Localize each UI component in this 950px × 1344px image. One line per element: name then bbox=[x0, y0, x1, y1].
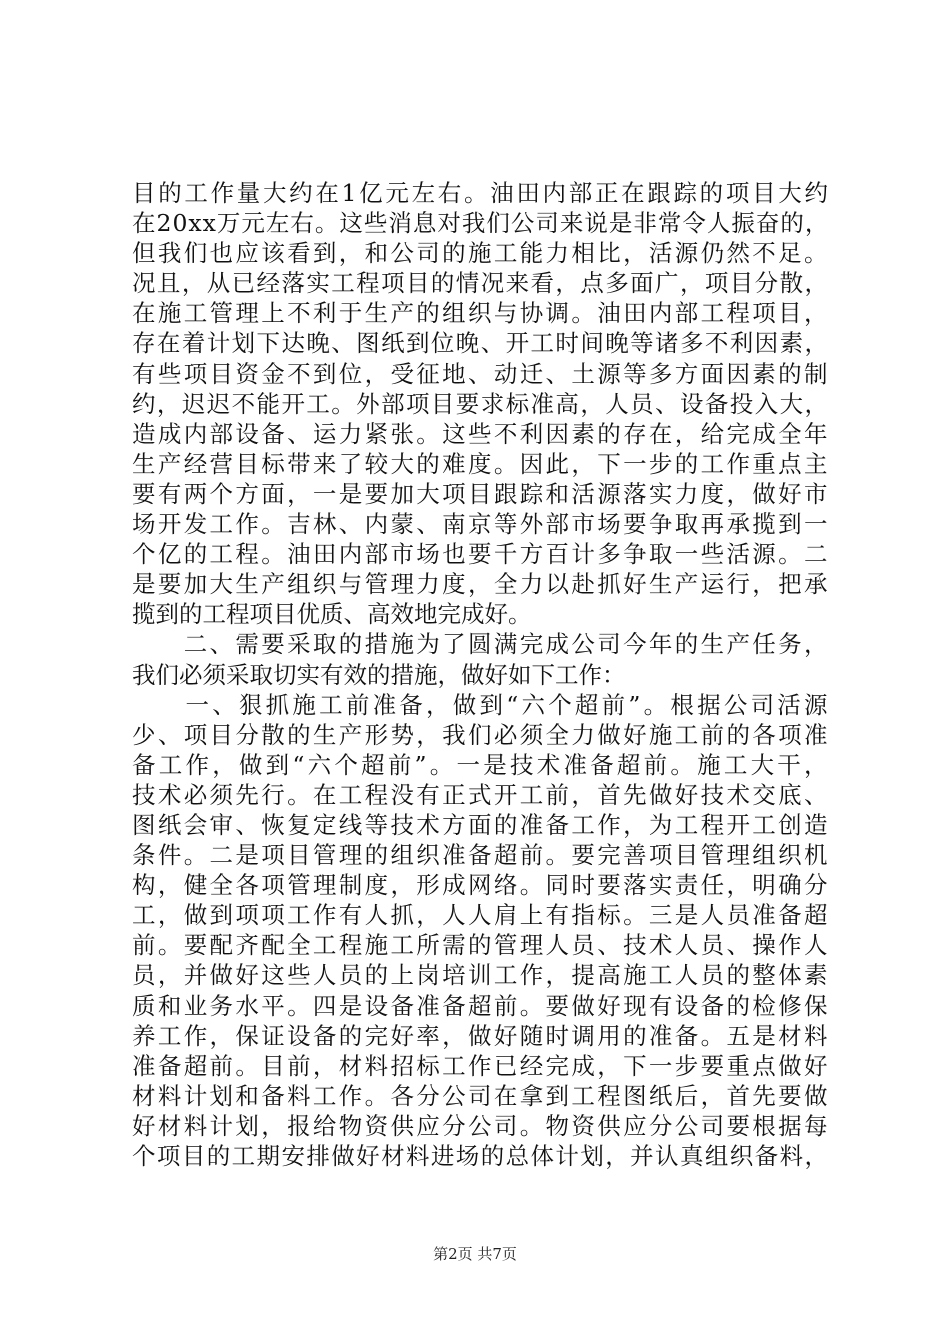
body-text bbox=[132, 178, 832, 1171]
text-line: 好材料计划，报给物资供应分公司。物资供应分公司要根据每 bbox=[132, 1111, 830, 1140]
text-line: 个亿的工程。油田内部市场也要千方百计多争取一些活源。二 bbox=[132, 540, 830, 569]
text-line: 备工作，做到“六个超前”。一是技术准备超前。施工大干， bbox=[132, 750, 831, 779]
text-line: 条件。二是项目管理的组织准备超前。要完善项目管理组织机 bbox=[132, 841, 830, 870]
text-line: 生产经营目标带来了较大的难度。因此，下一步的工作重点主 bbox=[132, 449, 830, 478]
text-line: 有些项目资金不到位，受征地、动迁、土源等多方面因素的制 bbox=[132, 359, 830, 388]
text-line: 况且，从已经落实工程项目的情况来看，点多面广，项目分散， bbox=[132, 269, 830, 298]
page-footer: 第2页 共7页 bbox=[433, 1245, 517, 1263]
text-line: 场开发工作。吉林、内蒙、南京等外部市场要争取再承揽到一 bbox=[132, 510, 830, 539]
text-line: 图纸会审、恢复定线等技术方面的准备工作，为工程开工创造 bbox=[132, 810, 830, 839]
text-line: 员，并做好这些人员的上岗培训工作，提高施工人员的整体素 bbox=[132, 961, 830, 990]
text-line: 是要加大生产组织与管理力度，全力以赴抓好生产运行，把承 bbox=[132, 570, 830, 599]
text-line: 造成内部设备、运力紧张。这些不利因素的存在，给完成全年 bbox=[132, 419, 830, 448]
text-line: 在20xx万元左右。这些消息对我们公司来说是非常令人振奋的， bbox=[132, 209, 830, 238]
text-line: 约，迟迟不能开工。外部项目要求标准高，人员、设备投入大， bbox=[132, 389, 830, 418]
text-line: 少、项目分散的生产形势，我们必须全力做好施工前的各项准 bbox=[132, 720, 830, 749]
text-line: 工，做到项项工作有人抓，人人肩上有指标。三是人员准备超 bbox=[132, 901, 830, 930]
text-line: 目的工作量大约在1亿元左右。油田内部正在跟踪的项目大约 bbox=[132, 179, 831, 207]
text-line: 要有两个方面，一是要加大项目跟踪和活源落实力度，做好市 bbox=[132, 479, 830, 508]
text-line: 前。要配齐配全工程施工所需的管理人员、技术人员、操作人 bbox=[132, 931, 830, 960]
text-line: 我们必须采取切实有效的措施，做好如下工作： bbox=[132, 660, 626, 689]
text-line: 一、狠抓施工前准备，做到“六个超前”。根据公司活源 bbox=[132, 690, 831, 719]
text-line: 技术必须先行。在工程没有正式开工前，首先做好技术交底、 bbox=[132, 780, 830, 809]
text-line: 准备超前。目前，材料招标工作已经完成，下一步要重点做好 bbox=[132, 1051, 830, 1080]
text-line: 个项目的工期安排做好材料进场的总体计划，并认真组织备料， bbox=[132, 1142, 830, 1170]
text-line: 二、需要采取的措施为了圆满完成公司今年的生产任务， bbox=[132, 630, 830, 659]
text-line: 但我们也应该看到，和公司的施工能力相比，活源仍然不足。 bbox=[132, 239, 830, 268]
text-line: 材料计划和备料工作。各分公司在拿到工程图纸后，首先要做 bbox=[132, 1081, 830, 1110]
text-line: 在施工管理上不利于生产的组织与协调。油田内部工程项目， bbox=[132, 299, 830, 328]
text-line: 养工作，保证设备的完好率，做好随时调用的准备。五是材料 bbox=[132, 1021, 830, 1050]
text-line: 揽到的工程项目优质、高效地完成好。 bbox=[132, 600, 532, 629]
text-line: 质和业务水平。四是设备准备超前。要做好现有设备的检修保 bbox=[132, 991, 830, 1020]
text-line: 存在着计划下达晚、图纸到位晚、开工时间晚等诸多不利因素， bbox=[132, 329, 830, 358]
text-line: 构，健全各项管理制度，形成网络。同时要落实责任，明确分 bbox=[132, 871, 830, 900]
